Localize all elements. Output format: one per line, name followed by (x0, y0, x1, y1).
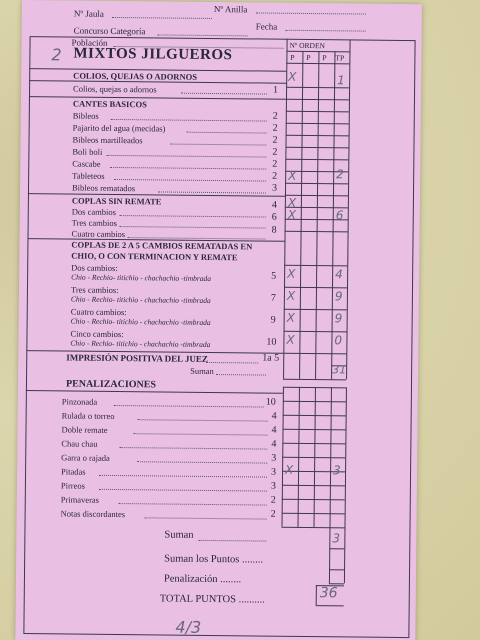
rem-dos-label: Chio - Rechio- titichio - chachachio -timbrada (71, 272, 212, 283)
colios-mark-handwritten: X (288, 69, 297, 84)
rem-tres-points: 7 (270, 292, 276, 304)
penal-notas-points: 2 (270, 508, 276, 520)
col-tp: TP (335, 53, 345, 63)
rem-tres-mark: X (286, 288, 296, 303)
poblacion-label: Población (71, 37, 108, 48)
penal-chau: Chau chau (61, 438, 98, 449)
penal-doble-points: 4 (271, 424, 277, 436)
cantes-bibleos: Bibleos (72, 110, 99, 121)
penal-garra-points: 3 (271, 452, 277, 464)
cantes-rematados: Bibleos rematados (71, 182, 136, 194)
cantes-tableteos: Tableteos (72, 170, 105, 181)
penal-notas: Notas discordantes (60, 508, 126, 520)
penal-suman-value: 3 (332, 531, 341, 546)
jaula-number-handwritten: 2 (51, 45, 62, 65)
cantes-martilleados-points: 2 (272, 134, 278, 146)
pitadas-value-handwritten: 3 (333, 463, 341, 478)
rem-cinco-value: 0 (334, 333, 343, 348)
cantes-title: CANTES BASICOS (72, 98, 147, 110)
penal-pitadas: Pitadas (61, 466, 86, 477)
rem-tres-head: Tres cambios: (70, 284, 119, 296)
rem-cuatro-mark: X (286, 310, 295, 325)
rem-cuatro-head: Cuatro cambios: (70, 306, 127, 318)
tres-mark-handwritten: X (287, 207, 297, 222)
rem-cuatro-points: 9 (270, 314, 276, 326)
penal-pinzonada: Pinzonada (61, 396, 98, 407)
penal-doble: Doble remate (61, 424, 108, 435)
penal-chau-points: 4 (271, 438, 277, 450)
dos-mark-handwritten: X (287, 195, 297, 210)
cantes-rematados-points: 3 (271, 182, 278, 194)
coplas-cuatro-points: 8 (271, 224, 277, 236)
cantes-tableteos-points: 2 (272, 170, 278, 182)
cantes-boli-points: 2 (272, 146, 278, 158)
cantes-bibleos-points: 2 (272, 110, 278, 122)
penal-rulada-points: 4 (271, 410, 277, 422)
rem-cinco-mark: X (286, 332, 295, 347)
bottom-number-handwritten: 4/3 (175, 617, 202, 637)
tableteos-mark-handwritten: X (288, 168, 297, 183)
rem-dos-value: 4 (335, 267, 343, 282)
penal-suman: Suman (164, 529, 194, 541)
rem-tres-label: Chio - Rechio- titichio - chachachio -timbrada (70, 294, 211, 305)
penal-garra: Garra o rajada (61, 452, 110, 463)
impresion-suman: Suman (190, 365, 214, 377)
coplas-tres-points: 6 (271, 211, 277, 223)
score-sheet (15, 0, 422, 640)
rem-cinco-head: Cinco cambios: (70, 328, 124, 340)
categoria-label: Concurso Categoría (73, 25, 146, 37)
cantes-cascabe: Cascabe (72, 158, 101, 169)
impresion-points: 1a 5 (262, 352, 280, 364)
colios-item: Colios, quejas o adornos (73, 83, 157, 95)
impresion-label: IMPRESIÓN POSITIVA DEL JUEZ (66, 352, 208, 364)
jaula-label: Nº Jaula (73, 8, 104, 19)
coplas-rem-title-1: COPLAS DE 2 A 5 CAMBIOS REMATADAS EN (71, 239, 253, 252)
pitadas-mark-handwritten: X (285, 462, 294, 477)
coplas-dos-points: 4 (271, 199, 277, 211)
col-p1: P (290, 52, 295, 62)
anilla-label: Nº Anilla (213, 4, 248, 15)
coplas-tres: Tres cambios (71, 217, 117, 229)
penalizacion-total: Penalización ........ (163, 573, 242, 586)
penal-pirreos-points: 3 (270, 480, 276, 492)
rem-dos-points: 5 (271, 270, 277, 282)
col-p3: P (322, 53, 327, 63)
cantes-pajarito-points: 2 (272, 122, 278, 134)
penal-pirreos: Pirreos (60, 480, 86, 491)
rem-tres-value: 9 (334, 289, 343, 304)
rem-dos-head: Dos cambios: (71, 262, 118, 274)
penal-primaveras: Primaveras (60, 494, 100, 505)
colios-value-handwritten: 1 (337, 73, 345, 88)
coplas-dos: Dos cambios (71, 206, 116, 217)
fecha-label: Fecha (255, 21, 278, 32)
suman-puntos: Suman los Puntos ........ (164, 553, 264, 566)
rem-cinco-label: Chio - Rechio- titichio - chachachio -timbrada (70, 338, 211, 349)
cantes-cascabe-points: 2 (272, 158, 278, 170)
penal-title: PENALIZACIONES (65, 378, 157, 391)
coplas-rem-title-2: CHIO, O CON TERMINACION Y REMATE (71, 250, 238, 263)
colios-title: COLIOS, QUEJAS O ADORNOS (73, 70, 198, 82)
cantes-martilleados: Bibleos martilleados (72, 134, 143, 146)
rem-cinco-points: 10 (266, 336, 277, 348)
tres-value-handwritten: 6 (335, 208, 344, 223)
total-value-handwritten: 36 (319, 585, 338, 602)
cantes-boli: Boli boli (72, 146, 103, 157)
penal-pinzonada-points: 10 (265, 396, 276, 408)
rem-cuatro-value: 9 (334, 311, 343, 326)
cantes-pajarito: Pajarito del agua (mecidas) (72, 122, 166, 134)
col-p2: P (306, 52, 311, 63)
total-puntos: TOTAL PUNTOS .......... (159, 593, 265, 606)
penal-primaveras-points: 2 (270, 494, 276, 506)
rem-dos-mark: X (287, 266, 296, 281)
form-title: MIXTOS JILGUEROS (73, 45, 233, 64)
suman-value-handwritten: 31 (332, 363, 347, 377)
tableteos-value-handwritten: 2 (336, 167, 344, 182)
colios-points: 1 (273, 84, 279, 96)
orden-label: Nº ORDEN (289, 40, 326, 51)
coplas-title: COPLAS SIN REMATE (71, 195, 162, 207)
penal-pitadas-points: 3 (271, 466, 277, 478)
coplas-cuatro: Cuatro cambios (71, 228, 126, 240)
rem-cuatro-label: Chio - Rechio- titichio - chachachio -timbrada (70, 316, 211, 327)
penal-rulada: Rulada o torreo (61, 410, 115, 421)
